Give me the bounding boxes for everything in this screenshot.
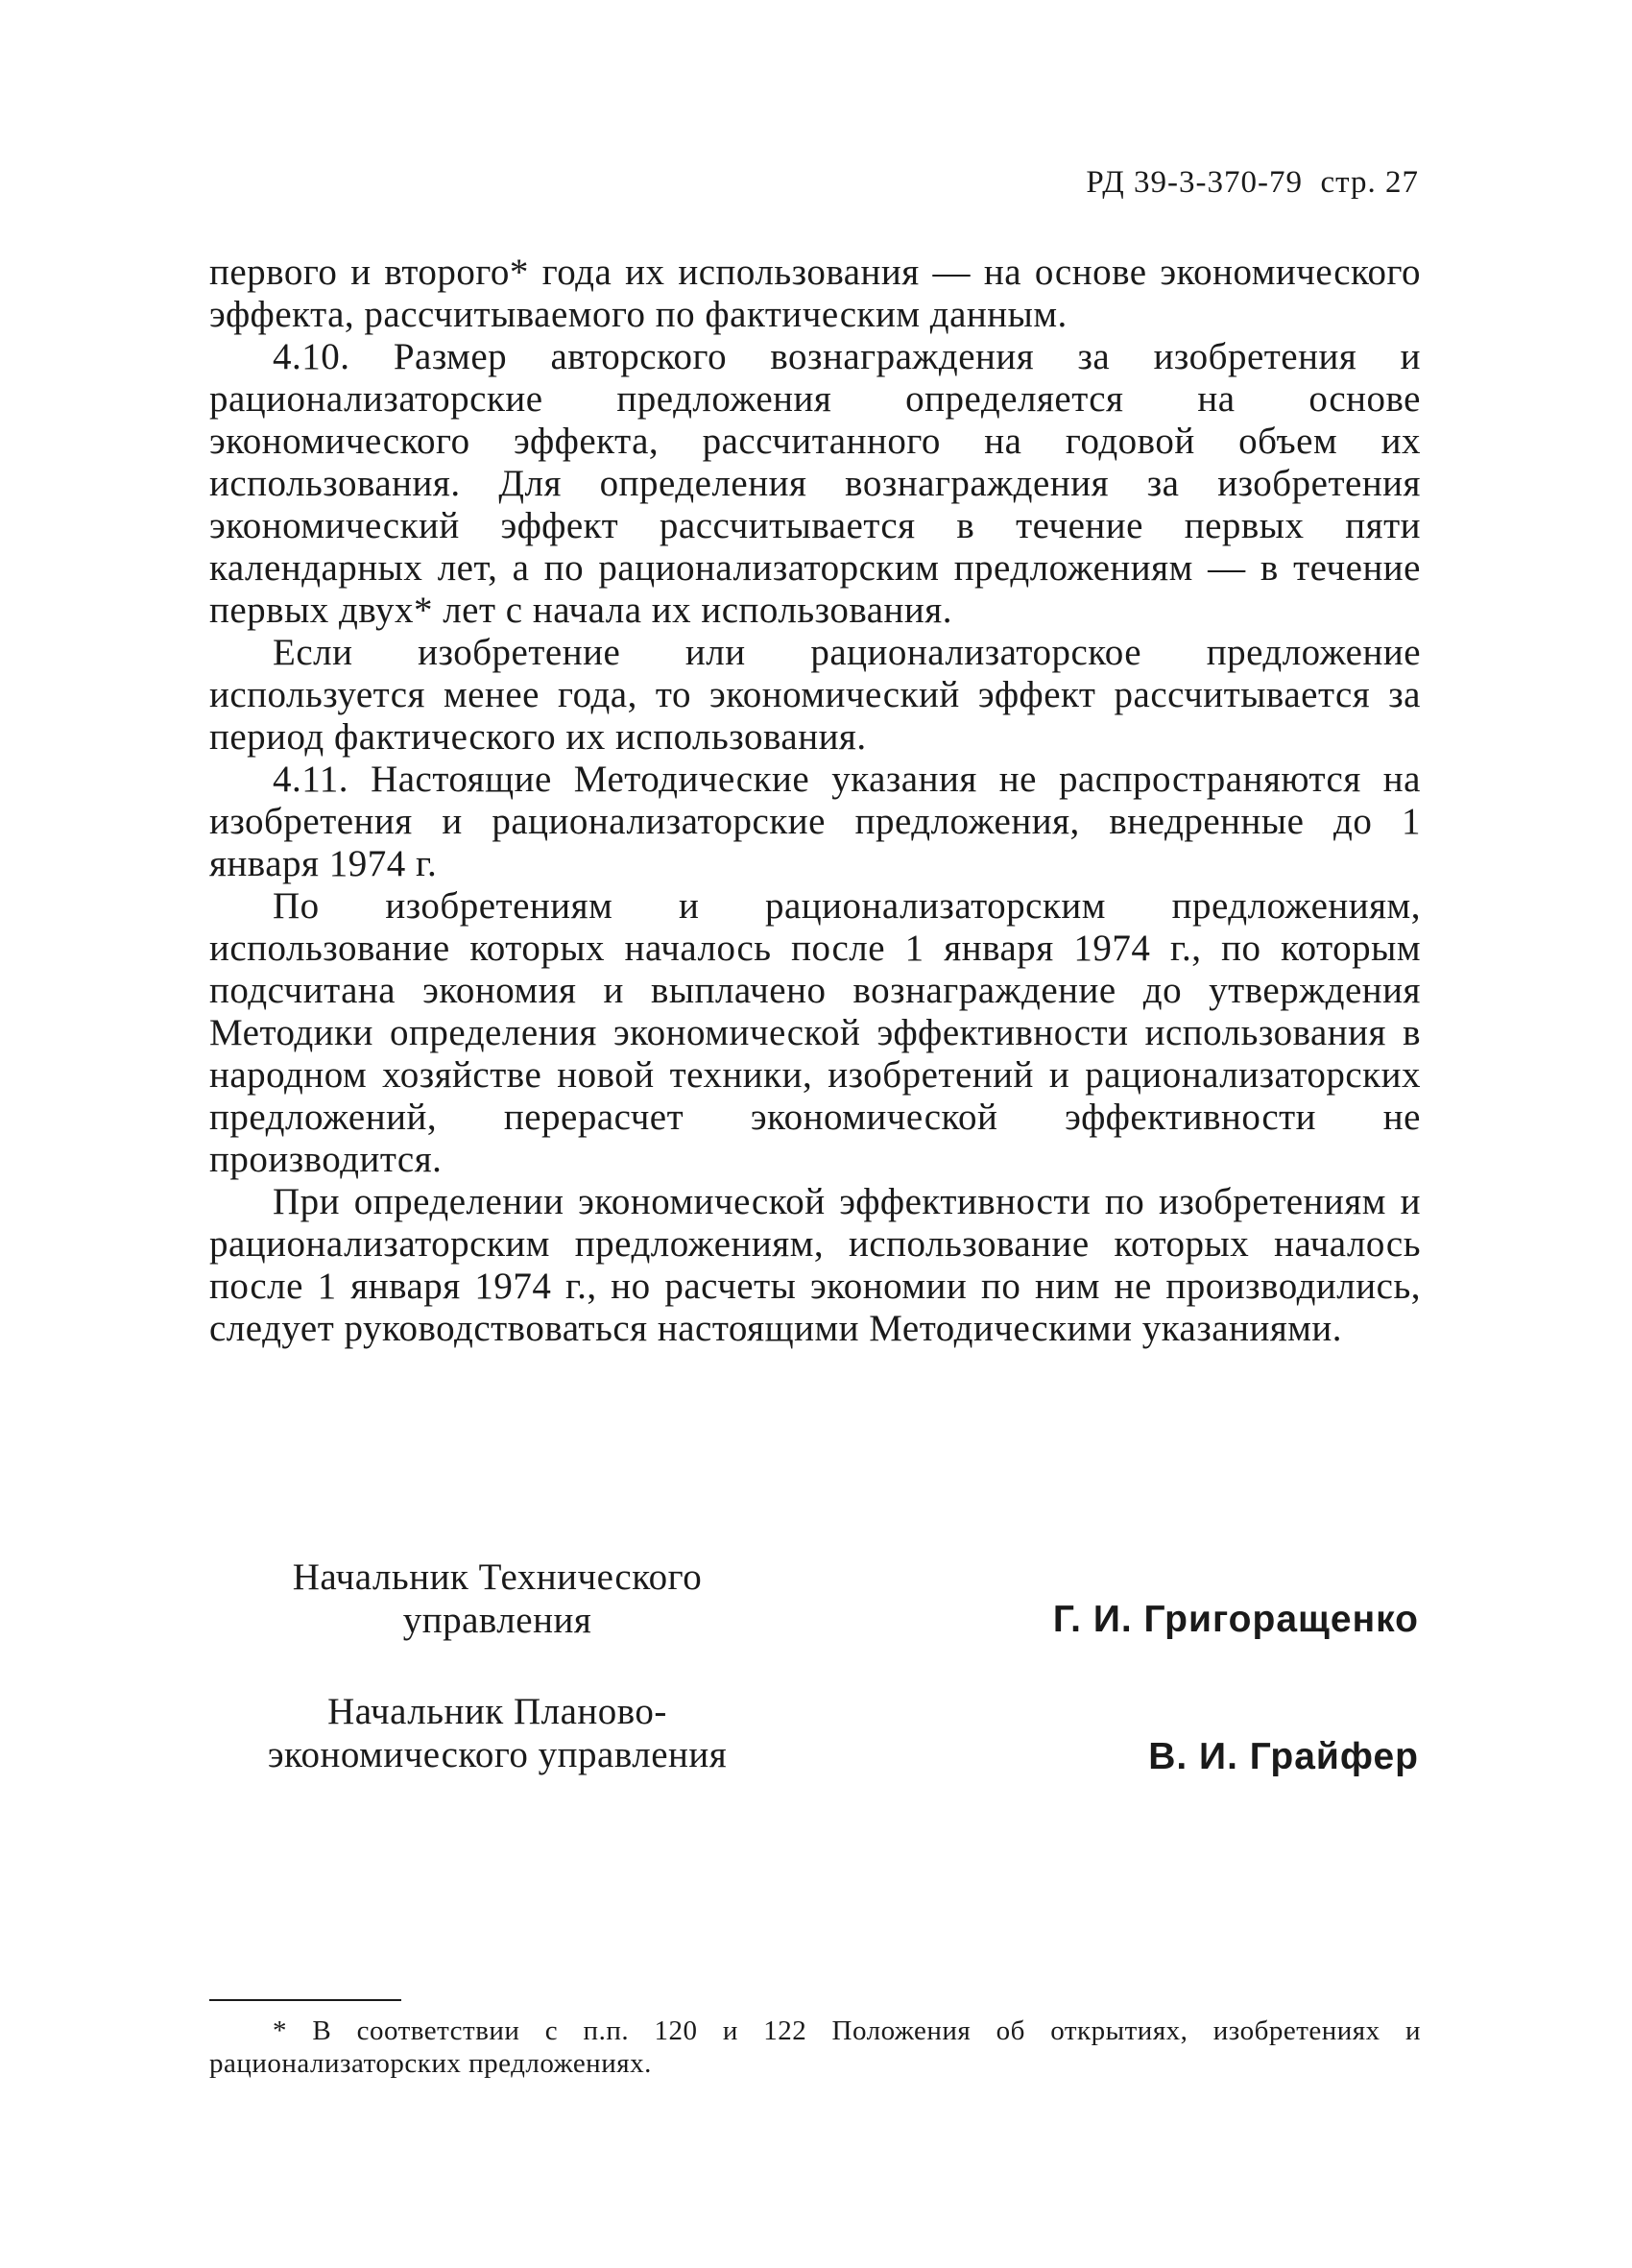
signature-title-line: Начальник Технического <box>292 1556 703 1598</box>
signature-name-graifer: В. И. Грайфер <box>1148 1736 1419 1777</box>
signature-title-line: Начальник Планово- <box>327 1691 667 1732</box>
footnote-mark: * <box>273 2015 287 2046</box>
paragraph-usage-less-than-year: Если изобретение или рационализаторское предложение используется менее года, то экономический эффект рассчитывается за период фактического их использования. <box>209 632 1421 758</box>
paragraph-follow-guidelines: При определении экономической эффективности по изобретениям и рационализаторским предложениям, использование которых началось после 1 января 1974 г., но расчеты экономии по ним не производились, следует руководствоваться настоящими Методическими указаниями. <box>209 1181 1421 1349</box>
page-header <box>1086 165 1419 201</box>
signature-title-line: управления <box>402 1600 592 1641</box>
paragraph-continuation: первого и второго* года их использования — на основе экономического эффекта, рассчитываемого по фактическим данным. <box>209 252 1421 335</box>
document-code: РД 39-3-370-79 <box>1086 165 1304 200</box>
footnote <box>209 2015 1421 2080</box>
signature-title-line: экономического управления <box>267 1734 728 1775</box>
paragraph-4-11: 4.11. Настоящие Методические указания не распространяются на изобретения и рационализаторские предложения, внедренные до 1 января 1974 г. <box>209 759 1421 884</box>
signature-title-technical <box>209 1556 785 1642</box>
paragraph-4-10: 4.10. Размер авторского вознаграждения за изобретения и рационализаторские предложения определяется на основе экономического эффекта, рассчитанного на годовой объем их использования. Для определения вознаграждения за изобретения экономический эффект рассчитывается в течение первых пяти календарных лет, а по рационализаторским предложениям — в течение первых двух* лет с начала их использования. <box>209 336 1421 631</box>
footnote-text: В соответствии с п.п. 120 и 122 Положения об открытиях, изобретениях и рационализаторских предложениях. <box>209 2015 1422 2079</box>
footnote-divider <box>209 1999 401 2001</box>
signature-title-planning <box>209 1690 785 1776</box>
paragraph-no-recalculation: По изобретениям и рационализаторским предложениям, использование которых началось после 1 января 1974 г., по которым подсчитана экономия и выплачено вознаграждение до утверждения Методики определения экономической эффективности использования в народном хозяйстве новой техники, изобретений и рационализаторских предложений, перерасчет экономической эффективности не производится. <box>209 885 1421 1180</box>
signature-name-grigorashchenko: Г. И. Григоращенко <box>1052 1599 1419 1640</box>
page-number: стр. 27 <box>1320 165 1419 200</box>
body-text <box>209 252 1421 1350</box>
